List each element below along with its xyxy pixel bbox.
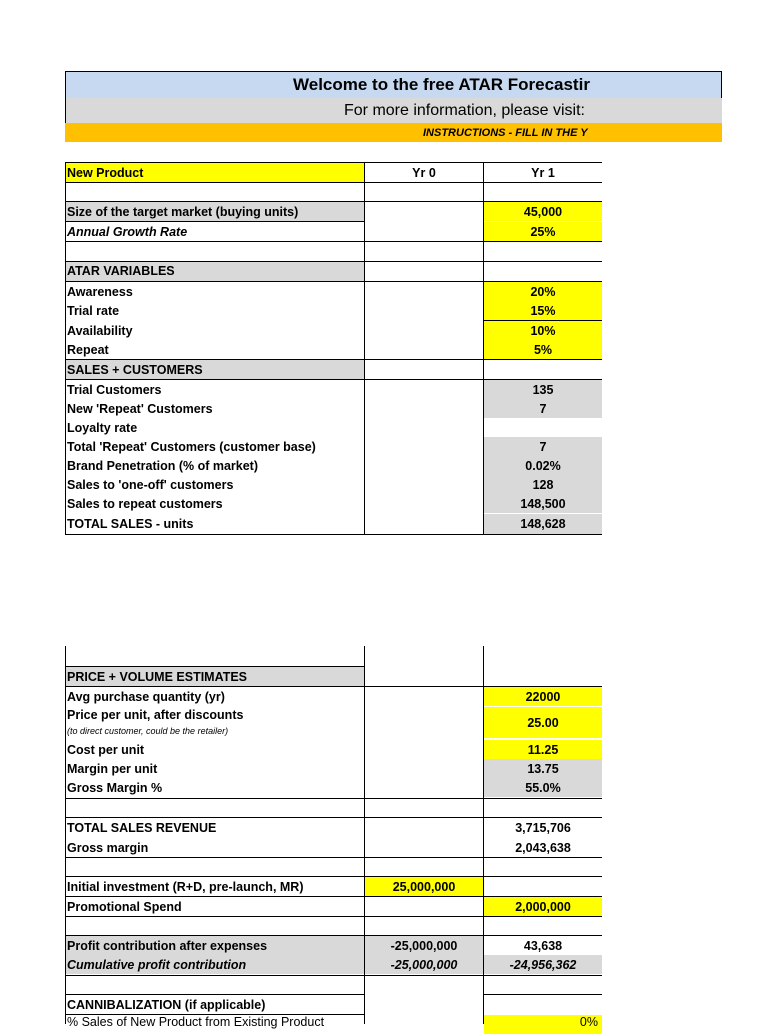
grid-line xyxy=(364,646,365,1024)
cost-per-unit-label: Cost per unit xyxy=(67,742,145,757)
market-size-label: Size of the target market (buying units) xyxy=(66,202,364,221)
atar-heading: ATAR VARIABLES xyxy=(66,261,364,281)
grid-line xyxy=(65,896,602,897)
sales-row-label: Trial Customers xyxy=(67,382,162,397)
cannibalization-heading: CANNIBALIZATION (if applicable) xyxy=(67,997,266,1012)
profit-contribution-label: Profit contribution after expenses xyxy=(66,936,364,955)
growth-rate-label: Annual Growth Rate xyxy=(67,224,188,239)
grid-line xyxy=(65,162,602,163)
grid-line xyxy=(65,975,602,976)
sales-row-label: Total 'Repeat' Customers (customer base) xyxy=(67,439,316,454)
price-heading: PRICE + VOLUME ESTIMATES xyxy=(66,667,364,686)
gross-margin-label: Gross margin xyxy=(67,840,149,855)
atar-row-label: Repeat xyxy=(67,342,109,357)
profit-contribution-yr1: 43,638 xyxy=(523,938,563,953)
grid-line xyxy=(65,1014,365,1015)
cumulative-profit-yr1: -24,956,362 xyxy=(484,955,602,974)
cumulative-profit-yr0: -25,000,000 xyxy=(365,955,483,974)
promotional-spend-label: Promotional Spend xyxy=(67,899,182,914)
price-per-unit-yr1[interactable]: 25.00 xyxy=(484,707,602,738)
column-header-yr1: Yr 1 xyxy=(531,165,555,180)
grid-line xyxy=(65,798,602,799)
total-revenue-label: TOTAL SALES REVENUE xyxy=(67,820,217,835)
cumulative-profit-label: Cumulative profit contribution xyxy=(66,955,364,974)
sales-row-label: Loyalty rate xyxy=(67,420,138,435)
grid-line xyxy=(484,320,602,321)
market-size-yr1[interactable]: 45,000 xyxy=(484,202,602,221)
cannibalization-row-label: % Sales of New Product from Existing Product xyxy=(67,1015,325,1029)
cost-per-unit-yr1[interactable]: 11.25 xyxy=(484,740,602,759)
grid-line xyxy=(483,646,484,1024)
grid-line xyxy=(483,162,484,534)
gross-margin-yr1: 2,043,638 xyxy=(515,840,571,855)
sales-row-label: New 'Repeat' Customers xyxy=(67,401,213,416)
grid-line xyxy=(65,916,602,917)
grid-line xyxy=(65,221,365,222)
grid-line xyxy=(65,686,602,687)
sales-row-yr1: 148,500 xyxy=(484,494,602,513)
atar-row-label: Availability xyxy=(67,323,133,338)
atar-row-label: Awareness xyxy=(67,284,133,299)
grid-line xyxy=(65,935,602,936)
grid-line xyxy=(65,201,602,202)
total-revenue-yr1: 3,715,706 xyxy=(515,820,571,835)
sales-row-yr1: 7 xyxy=(484,399,602,418)
sales-row-yr1: 128 xyxy=(484,475,602,494)
sales-row-yr1[interactable] xyxy=(484,418,602,437)
atar-row-yr1[interactable]: 20% xyxy=(484,282,602,301)
avg-quantity-yr1[interactable]: 22000 xyxy=(484,687,602,706)
sales-row-label: TOTAL SALES - units xyxy=(67,517,194,531)
sheet-title-banner xyxy=(65,71,722,99)
sales-row-label: Sales to repeat customers xyxy=(67,496,223,511)
info-text: For more information, please visit: xyxy=(344,101,585,119)
margin-per-unit-label: Margin per unit xyxy=(67,761,158,776)
sales-row-yr1: 148,628 xyxy=(484,514,602,534)
sales-row-yr1: 0.02% xyxy=(484,456,602,475)
sales-row-label: Sales to 'one-off' customers xyxy=(67,477,234,492)
avg-quantity-label: Avg purchase quantity (yr) xyxy=(67,689,225,704)
atar-row-yr1[interactable]: 5% xyxy=(484,340,602,359)
grid-line xyxy=(65,241,602,242)
grid-line xyxy=(364,162,365,534)
grid-line xyxy=(65,379,602,380)
grid-line xyxy=(65,817,602,818)
price-per-unit-note: (to direct customer, could be the retailer) xyxy=(67,726,229,736)
atar-row-yr1[interactable]: 15% xyxy=(484,301,602,320)
grid-line xyxy=(65,534,602,535)
margin-per-unit-yr1: 13.75 xyxy=(484,759,602,778)
cannibalization-row-yr1[interactable]: 0% xyxy=(484,1015,602,1034)
grid-line xyxy=(65,281,602,282)
initial-investment-label: Initial investment (R+D, pre-launch, MR) xyxy=(67,879,304,894)
grid-line xyxy=(65,876,602,877)
info-banner xyxy=(65,98,722,123)
grid-line xyxy=(65,994,365,995)
sales-row-label: Brand Penetration (% of market) xyxy=(67,458,259,473)
price-per-unit-label: Price per unit, after discounts xyxy=(67,708,244,722)
column-header-new-product: New Product xyxy=(66,163,364,182)
instructions-banner xyxy=(65,123,722,142)
instructions-text: INSTRUCTIONS - FILL IN THE Y xyxy=(423,126,588,139)
initial-investment-yr0[interactable]: 25,000,000 xyxy=(365,877,483,896)
growth-rate-yr1[interactable]: 25% xyxy=(484,222,602,241)
sales-row-yr1: 7 xyxy=(484,437,602,456)
column-header-yr0: Yr 0 xyxy=(412,165,436,180)
sales-row-yr1: 135 xyxy=(484,380,602,399)
grid-line xyxy=(484,994,602,995)
profit-contribution-yr0: -25,000,000 xyxy=(365,936,483,955)
gross-margin-pct-label: Gross Margin % xyxy=(67,780,163,795)
grid-line xyxy=(65,359,602,360)
grid-line xyxy=(65,857,602,858)
grid-line xyxy=(65,646,66,1024)
grid-line xyxy=(65,666,365,667)
grid-line xyxy=(65,182,602,183)
sales-heading: SALES + CUSTOMERS xyxy=(66,360,364,379)
grid-line xyxy=(65,162,66,534)
atar-row-label: Trial rate xyxy=(67,303,120,318)
atar-row-yr1[interactable]: 10% xyxy=(484,321,602,340)
grid-line xyxy=(65,261,602,262)
gross-margin-pct-yr1: 55.0% xyxy=(484,778,602,797)
promotional-spend-yr1[interactable]: 2,000,000 xyxy=(484,897,602,916)
sheet-title: Welcome to the free ATAR Forecastir xyxy=(293,75,590,94)
